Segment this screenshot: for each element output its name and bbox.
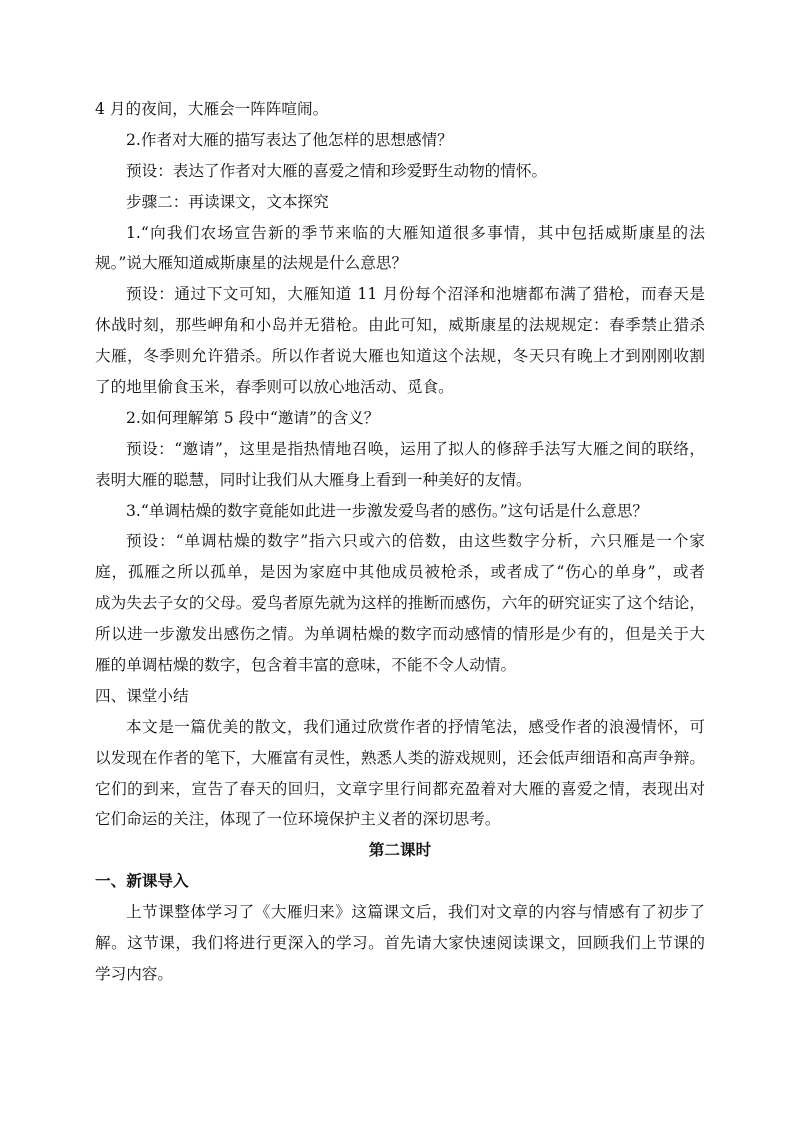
- summary-line: 本文是一篇优美的散文，我们通过欣赏作者的抒情笔法，感受作者的浪漫情怀，可: [126, 717, 705, 736]
- text-line: 所以进一步激发出感伤之情。为单调枯燥的数字而动感情的情形是少有的，但是关于大: [95, 625, 705, 644]
- section-heading: 四、课堂小结: [95, 686, 189, 705]
- text-line: 4 月的夜间，大雁会一阵阵喧闹。: [95, 100, 329, 118]
- answer-line: 预设：表达了作者对大雁的喜爱之情和珍爱野生动物的情怀。: [126, 161, 548, 180]
- question-line: 3.“单调枯燥的数字竟能如此进一步激发爱鸟者的感伤。”这句话是什么意思？: [126, 501, 649, 520]
- text-line: 它们的到来，宣告了春天的回归，文章字里行间都充盈着对大雁的喜爱之情，表现出对: [95, 779, 705, 798]
- step-heading: 步骤二：再读课文，文本探究: [126, 192, 329, 211]
- text-line: 大雁，冬季则允许猎杀。所以作者说大雁也知道这个法规，冬天只有晚上才到刚刚收割: [95, 347, 705, 366]
- text-line: 了的地里偷食玉米，春季则可以放心地活动、觅食。: [95, 378, 454, 397]
- answer-line: 预设：通过下文可知，大雁知道 11 月份每个沼泽和池塘都布满了猎枪，而春天是: [126, 285, 705, 304]
- question-line: 2.如何理解第 5 段中“邀请”的含义？: [126, 408, 380, 427]
- text-line: 它们命运的关注，体现了一位环境保护主义者的深切思考。: [95, 810, 501, 829]
- intro-line: 上节课整体学习了《大雁归来》这篇课文后，我们对文章的内容与情感有了初步了: [126, 903, 705, 922]
- text-line: 学习内容。: [95, 964, 173, 983]
- question-line: 1.“向我们农场宣告新的季节来临的大雁知道很多事情，其中包括威斯康星的法: [126, 223, 705, 242]
- answer-line: 预设：“单调枯燥的数字”指六只或六的倍数，由这些数字分析，六只雁是一个家: [126, 532, 705, 551]
- answer-line: 预设：“邀请”，这里是指热情地召唤，运用了拟人的修辞手法写大雁之间的联络，: [126, 439, 705, 458]
- section-heading: 一、新课导入: [95, 872, 189, 891]
- document-body: [95, 94, 705, 990]
- text-line: 解。这节课，我们将进行更深入的学习。首先请大家快速阅读课文，回顾我们上节课的: [95, 934, 705, 953]
- text-line: 庭，孤雁之所以孤单，是因为家庭中其他成员被枪杀，或者成了“伤心的单身”，或者: [95, 563, 705, 582]
- text-line: 规。”说大雁知道威斯康星的法规是什么意思？: [95, 254, 408, 273]
- text-line: 以发现在作者的笔下，大雁富有灵性，熟悉人类的游戏规则，还会低声细语和高声争辩。: [95, 748, 705, 767]
- question-line: 2.作者对大雁的描写表达了他怎样的思想感情？: [126, 130, 453, 149]
- text-line: 表明大雁的聪慧，同时让我们从大雁身上看到一种美好的友情。: [95, 470, 532, 489]
- text-line: 休战时刻，那些岬角和小岛并无猎枪。由此可知，威斯康星的法规规定：春季禁止猎杀: [95, 316, 705, 335]
- lesson-title: 第二课时: [368, 841, 432, 860]
- text-line: 成为失去子女的父母。爱鸟者原先就为这样的推断而感伤，六年的研究证实了这个结论，: [95, 594, 705, 613]
- text-line: 雁的单调枯燥的数字，包含着丰富的意味，不能不令人动情。: [95, 656, 517, 675]
